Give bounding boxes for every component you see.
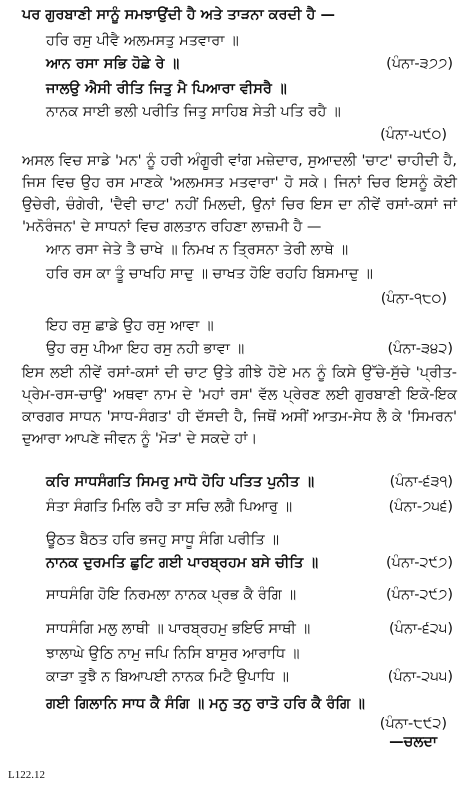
line-text: ਸੰਤਾ ਸੰਗਤਿ ਮਿਲਿ ਰਹੈ ਤਾ ਸਚਿ ਲਗੈ ਪਿਆਰੁ ॥: [46, 499, 293, 515]
verse-line: [0, 53, 469, 75]
verse-line: [0, 30, 469, 52]
verse-line: [0, 584, 469, 606]
verse-line: [0, 101, 469, 123]
footer-code: L122.12: [8, 769, 45, 781]
line-text: ਪਰ ਗੁਰਬਾਣੀ ਸਾਨੂੰ ਸਮਝਾਉਂਦੀ ਹੈ ਅਤੇ ਤਾੜਨਾ ਕਰਦੀ ਹੈ —: [22, 7, 335, 23]
verse-line: [0, 78, 469, 100]
verse-line: [0, 496, 469, 518]
verse-line: [0, 618, 469, 640]
paragraph: ਇਸ ਲਈ ਨੀਵੇਂ ਰਸਾਂ-ਕਸਾਂ ਦੀ ਚਾਟ ਉਤੇ ਗੀਝੇ ਹੋਏ ਮਨ ਨੂੰ ਕਿਸੇ ਉੱਚੇ-ਸੁੱਚੇ 'ਪ੍ਰੀਤ-ਪ੍ਰੇਮ-ਰਸ-ਚਾਉ' ਅਥਵਾ ਨਾਮ ਦੇ 'ਮਹਾਂ ਰਸ' ਵੱਲ ਪ੍ਰੇਰਣ ਲਈ ਗੁਰਬਾਣੀ ਇਕੋ-ਇਕ ਕਾਰਗਰ ਸਾਧਨ 'ਸਾਧ-ਸੰਗਤ' ਹੀ ਦੱਸਦੀ ਹੈ, ਜਿਥੋਂ ਅਸੀਂ ਆਤਮ-ਸੇਧ ਲੈ ਕੇ 'ਸਿਮਰਨ' ਦੁਆਰਾ ਆਪਣੇ ਜੀਵਨ ਨੂੰ 'ਮੋੜ' ਦੇ ਸਕਦੇ ਹਾਂ।: [22, 365, 457, 447]
reference-line: [0, 124, 469, 146]
page-reference: (ਪੰਨਾ-੩੭੭): [386, 56, 453, 72]
page-reference: (ਪੰਨਾ-੨੯੭): [386, 587, 453, 603]
line-text: ਹਰਿ ਰਸ ਕਾ ਤੂੰ ਚਾਖਹਿ ਸਾਦੁ ॥ ਚਾਖਤ ਹੋਇ ਰਹਹਿ ਬਿਸਮਾਦੁ ॥: [46, 266, 373, 282]
verse-line: [0, 239, 469, 261]
intro-line: [0, 4, 469, 26]
line-text: ਸਾਧਸੰਗਿ ਹੋਇ ਨਿਰਮਲਾ ਨਾਨਕ ਪ੍ਰਭ ਕੈ ਰੰਗਿ ॥: [46, 587, 297, 603]
page-reference: (ਪੰਨਾ-੧੮੦): [380, 291, 447, 307]
verse-line: [0, 263, 469, 285]
paragraph: ਅਸਲ ਵਿਚ ਸਾਡੇ 'ਮਨ' ਨੂੰ ਹਰੀ ਅੰਗੂਰੀ ਵਾਂਗ ਮਜ਼ੇਦਾਰ, ਸੁਆਦਲੀ 'ਚਾਟ' ਚਾਹੀਦੀ ਹੈ, ਜਿਸ ਵਿਚ ਉਹ ਰਸ ਮਾਣਕੇ 'ਅਲਮਸਤ ਮਤਵਾਰਾ' ਹੋ ਸਕੇ। ਜਿਨਾਂ ਚਿਰ ਇਸਨੂੰ ਕੋਈ ਉਚੇਰੀ, ਚੰਗੇਰੀ, 'ਦੈਵੀ ਚਾਟ' ਨਹੀਂ ਮਿਲਦੀ, ਉਨਾਂ ਚਿਰ ਇਸ ਦਾ ਨੀਵੇਂ ਰਸਾਂ-ਕਸਾਂ ਜਾਂ 'ਮਨੋਰੰਜਨ' ਦੇ ਸਾਧਨਾਂ ਵਿਚ ਗਲਤਾਨ ਰਹਿਣਾ ਲਾਜ਼ਮੀ ਹੈ —: [22, 153, 457, 235]
verse-line: [0, 552, 469, 574]
verse-line: [0, 315, 469, 337]
line-text: ਗਈ ਗਿਲਾਨਿ ਸਾਧ ਕੈ ਸੰਗਿ ॥ ਮਨੁ ਤਨੁ ਰਾਤੋ ਹਰਿ ਕੈ ਰੰਗਿ ॥: [46, 696, 365, 712]
verse-line: [0, 693, 469, 715]
reference-line: [0, 288, 469, 310]
page-reference: (ਪੰਨਾ-੩੪੨): [387, 341, 453, 357]
line-text: ਝਾਲਾਘੇ ਉਠਿ ਨਾਮੁ ਜਪਿ ਨਿਸਿ ਬਾਸੁਰ ਆਰਾਧਿ ॥: [46, 646, 300, 662]
verse-line: [0, 471, 469, 493]
line-text: ਊਠਤ ਬੈਠਤ ਹਰਿ ਭਜਹੁ ਸਾਧੂ ਸੰਗਿ ਪਰੀਤਿ ॥: [46, 532, 280, 548]
line-text: ਆਨ ਰਸਾ ਜੇਤੇ ਤੈ ਚਾਖੇ ॥ ਨਿਮਖ ਨ ਤ੍ਰਿਸਨਾ ਤੇਰੀ ਲਾਥੇ ॥: [46, 242, 349, 258]
verse-line: [0, 643, 469, 665]
page-reference: (ਪੰਨਾ-੨੫੫): [387, 669, 453, 685]
page-reference: (ਪੰਨਾ-੨੯੭): [386, 555, 453, 571]
line-text: ਜਾਲਉ ਐਸੀ ਰੀਤਿ ਜਿਤੁ ਮੈ ਪਿਆਰਾ ਵੀਸਰੈ ॥: [46, 81, 287, 97]
line-text: ਆਨ ਰਸਾ ਸਭਿ ਹੋਛੇ ਰੇ ॥: [46, 56, 180, 72]
page-reference: (ਪੰਨਾ-੭੫੬): [388, 499, 453, 515]
line-text: ਨਾਨਕ ਦੁਰਮਤਿ ਛੁਟਿ ਗਈ ਪਾਰਬ੍ਰਹਮ ਬਸੇ ਚੀਤਿ ॥: [46, 555, 319, 571]
line-text: ਉਹ ਰਸੁ ਪੀਆ ਇਹ ਰਸੁ ਨਹੀ ਭਾਵਾ ॥: [46, 341, 245, 357]
continued-marker: —ਚਲਦਾ: [389, 734, 437, 750]
verse-line: [0, 666, 469, 688]
line-text: ਹਰਿ ਰਸੁ ਪੀਵੈ ਅਲਮਸਤੁ ਮਤਵਾਰਾ ॥: [46, 33, 239, 49]
line-text: ਸਾਧਸੰਗਿ ਮਲੁ ਲਾਥੀ ॥ ਪਾਰਬ੍ਰਹਮੁ ਭਇਓ ਸਾਥੀ ॥: [46, 621, 311, 637]
page-reference: (ਪੰਨਾ-੬੩੧): [389, 474, 453, 490]
line-text: ਕਾੜਾ ਤੁਝੈ ਨ ਬਿਆਪਈ ਨਾਨਕ ਮਿਟੈ ਉਪਾਧਿ ॥: [46, 669, 289, 685]
page-reference: (ਪੰਨਾ-੮੯੨): [379, 716, 447, 732]
page-reference: (ਪੰਨਾ-੬੨੫): [388, 621, 453, 637]
line-text: ਨਾਨਕ ਸਾਈ ਭਲੀ ਪਰੀਤਿ ਜਿਤੁ ਸਾਹਿਬ ਸੇਤੀ ਪਤਿ ਰਹੈ ॥: [46, 104, 341, 120]
reference-line: [0, 713, 469, 735]
line-text: ਕਰਿ ਸਾਧਸੰਗਤਿ ਸਿਮਰੁ ਮਾਧੋ ਹੋਹਿ ਪਤਿਤ ਪੁਨੀਤ ॥: [46, 474, 315, 490]
line-text: ਇਹ ਰਸੁ ਛਾਡੇ ਉਹ ਰਸੁ ਆਵਾ ॥: [46, 318, 214, 334]
page-reference: (ਪੰਨਾ-੫੯੦): [380, 127, 447, 143]
verse-line: [0, 529, 469, 551]
verse-line: [0, 338, 469, 360]
